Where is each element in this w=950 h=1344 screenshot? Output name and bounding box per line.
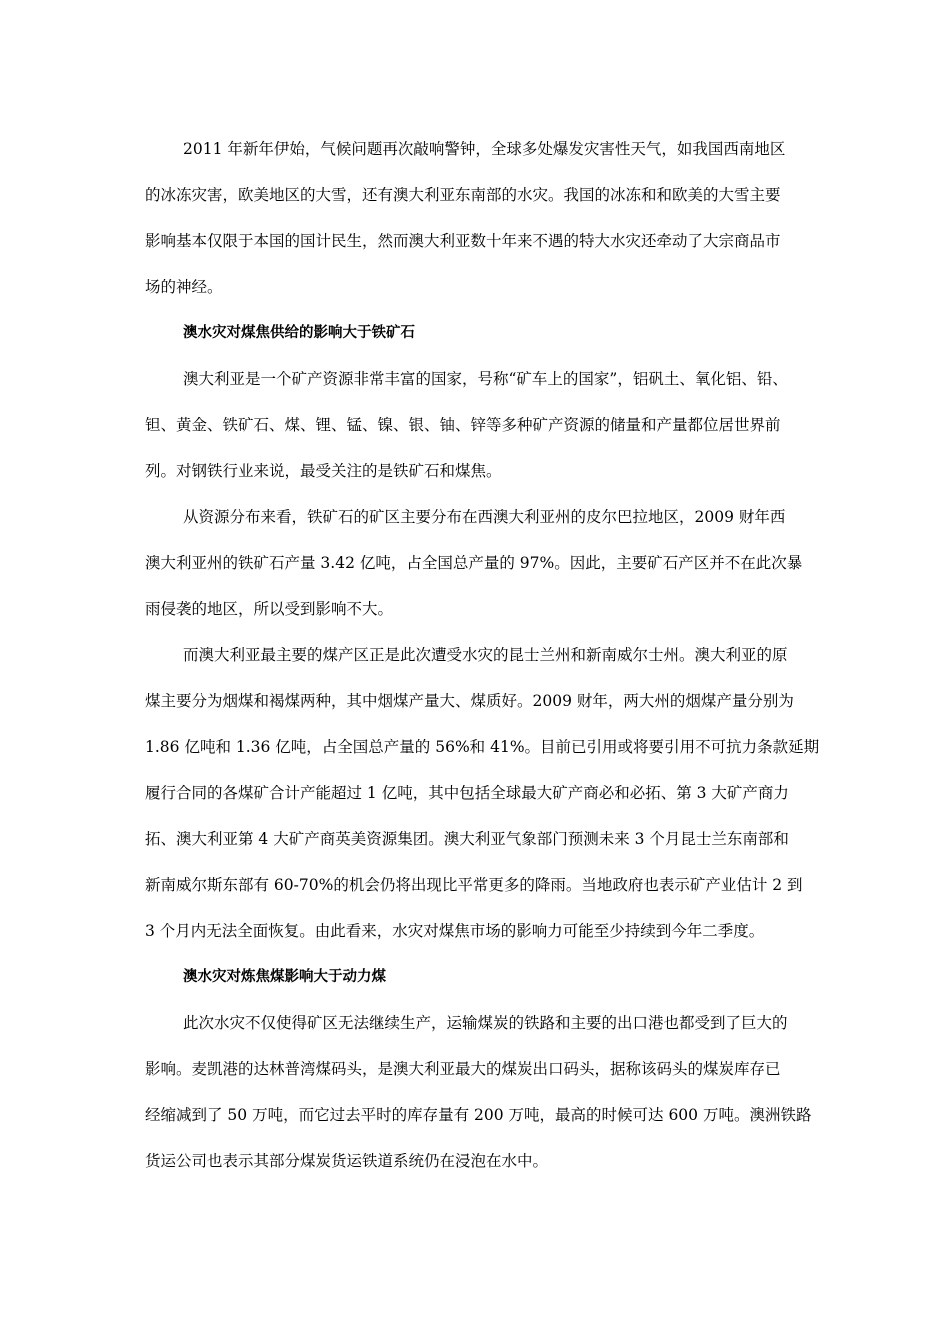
text-line: 拓、澳大利亚第 4 大矿产商英美资源集团。澳大利亚气象部门预测未来 3 个月昆士兰东南部和 [145,830,789,848]
section-heading: 澳水灾对炼焦煤影响大于动力煤 [183,969,386,985]
text-line: 货运公司也表示其部分煤炭货运铁道系统仍在浸泡在水中。 [145,1152,549,1170]
text-line: 澳大利亚州的铁矿石产量 3.42 亿吨，占全国总产量的 97%。因此，主要矿石产区并不在此次暴 [145,554,803,572]
section-heading: 澳水灾对煤焦供给的影响大于铁矿石 [183,325,415,341]
paragraph-resources [145,360,810,498]
text-line: 澳大利亚是一个矿产资源非常丰富的国家，号称“矿车上的国家”，铝矾土、氧化铝、铅、 [183,370,788,388]
text-line: 列。对钢铁行业来说，最受关注的是铁矿石和煤焦。 [145,462,502,480]
text-line: 经缩减到了 50 万吨，而它过去平时的库存量有 200 万吨，最高的时候可达 600 万吨。澳洲铁路 [145,1106,812,1124]
text-line: 1.86 亿吨和 1.36 亿吨，占全国总产量的 56%和 41%。目前已引用或将要引用不可抗力条款延期 [145,738,820,756]
document-page [145,130,820,1188]
paragraph-transport [145,1004,810,1188]
text-line: 3 个月内无法全面恢复。由此看来，水灾对煤焦市场的影响力可能至少持续到今年二季度。 [145,922,765,940]
text-line: 此次水灾不仅使得矿区无法继续生产，运输煤炭的铁路和主要的出口港也都受到了巨大的 [183,1014,788,1032]
text-line: 钽、黄金、铁矿石、煤、锂、锰、镍、银、铀、锌等多种矿产资源的储量和产量都位居世界前 [145,416,781,434]
text-line: 2011 年新年伊始，气候问题再次敲响警钟，全球多处爆发灾害性天气，如我国西南地区 [183,140,786,158]
text-line: 履行合同的各煤矿合计产能超过 1 亿吨，其中包括全球最大矿产商必和必拓、第 3 大矿产商力 [145,784,789,802]
text-line: 而澳大利亚最主要的煤产区正是此次遭受水灾的昆士兰州和新南威尔士州。澳大利亚的原 [183,646,788,664]
section-heading-coke-supply [145,314,810,360]
text-line: 影响基本仅限于本国的国计民生，然而澳大利亚数十年来不遇的特大水灾还牵动了大宗商品市 [145,232,781,250]
text-line: 新南威尔斯东部有 60-70%的机会仍将出现比平常更多的降雨。当地政府也表示矿产业估计 2 到 [145,876,803,894]
paragraph-coal-regions [145,636,820,958]
text-line: 的冰冻灾害，欧美地区的大雪，还有澳大利亚东南部的水灾。我国的冰冻和和欧美的大雪主要 [145,186,781,204]
text-line: 从资源分布来看，铁矿石的矿区主要分布在西澳大利亚州的皮尔巴拉地区，2009 财年西 [183,508,786,526]
text-line: 场的神经。 [145,278,223,296]
paragraph-iron-ore [145,498,810,636]
paragraph-intro [145,130,810,314]
text-line: 雨侵袭的地区，所以受到影响不大。 [145,600,394,618]
text-line: 影响。麦凯港的达林普湾煤码头，是澳大利亚最大的煤炭出口码头，据称该码头的煤炭库存已 [145,1060,781,1078]
section-heading-coking-coal [145,958,810,1004]
text-line: 煤主要分为烟煤和褐煤两种，其中烟煤产量大、煤质好。2009 财年，两大州的烟煤产量分别为 [145,692,794,710]
